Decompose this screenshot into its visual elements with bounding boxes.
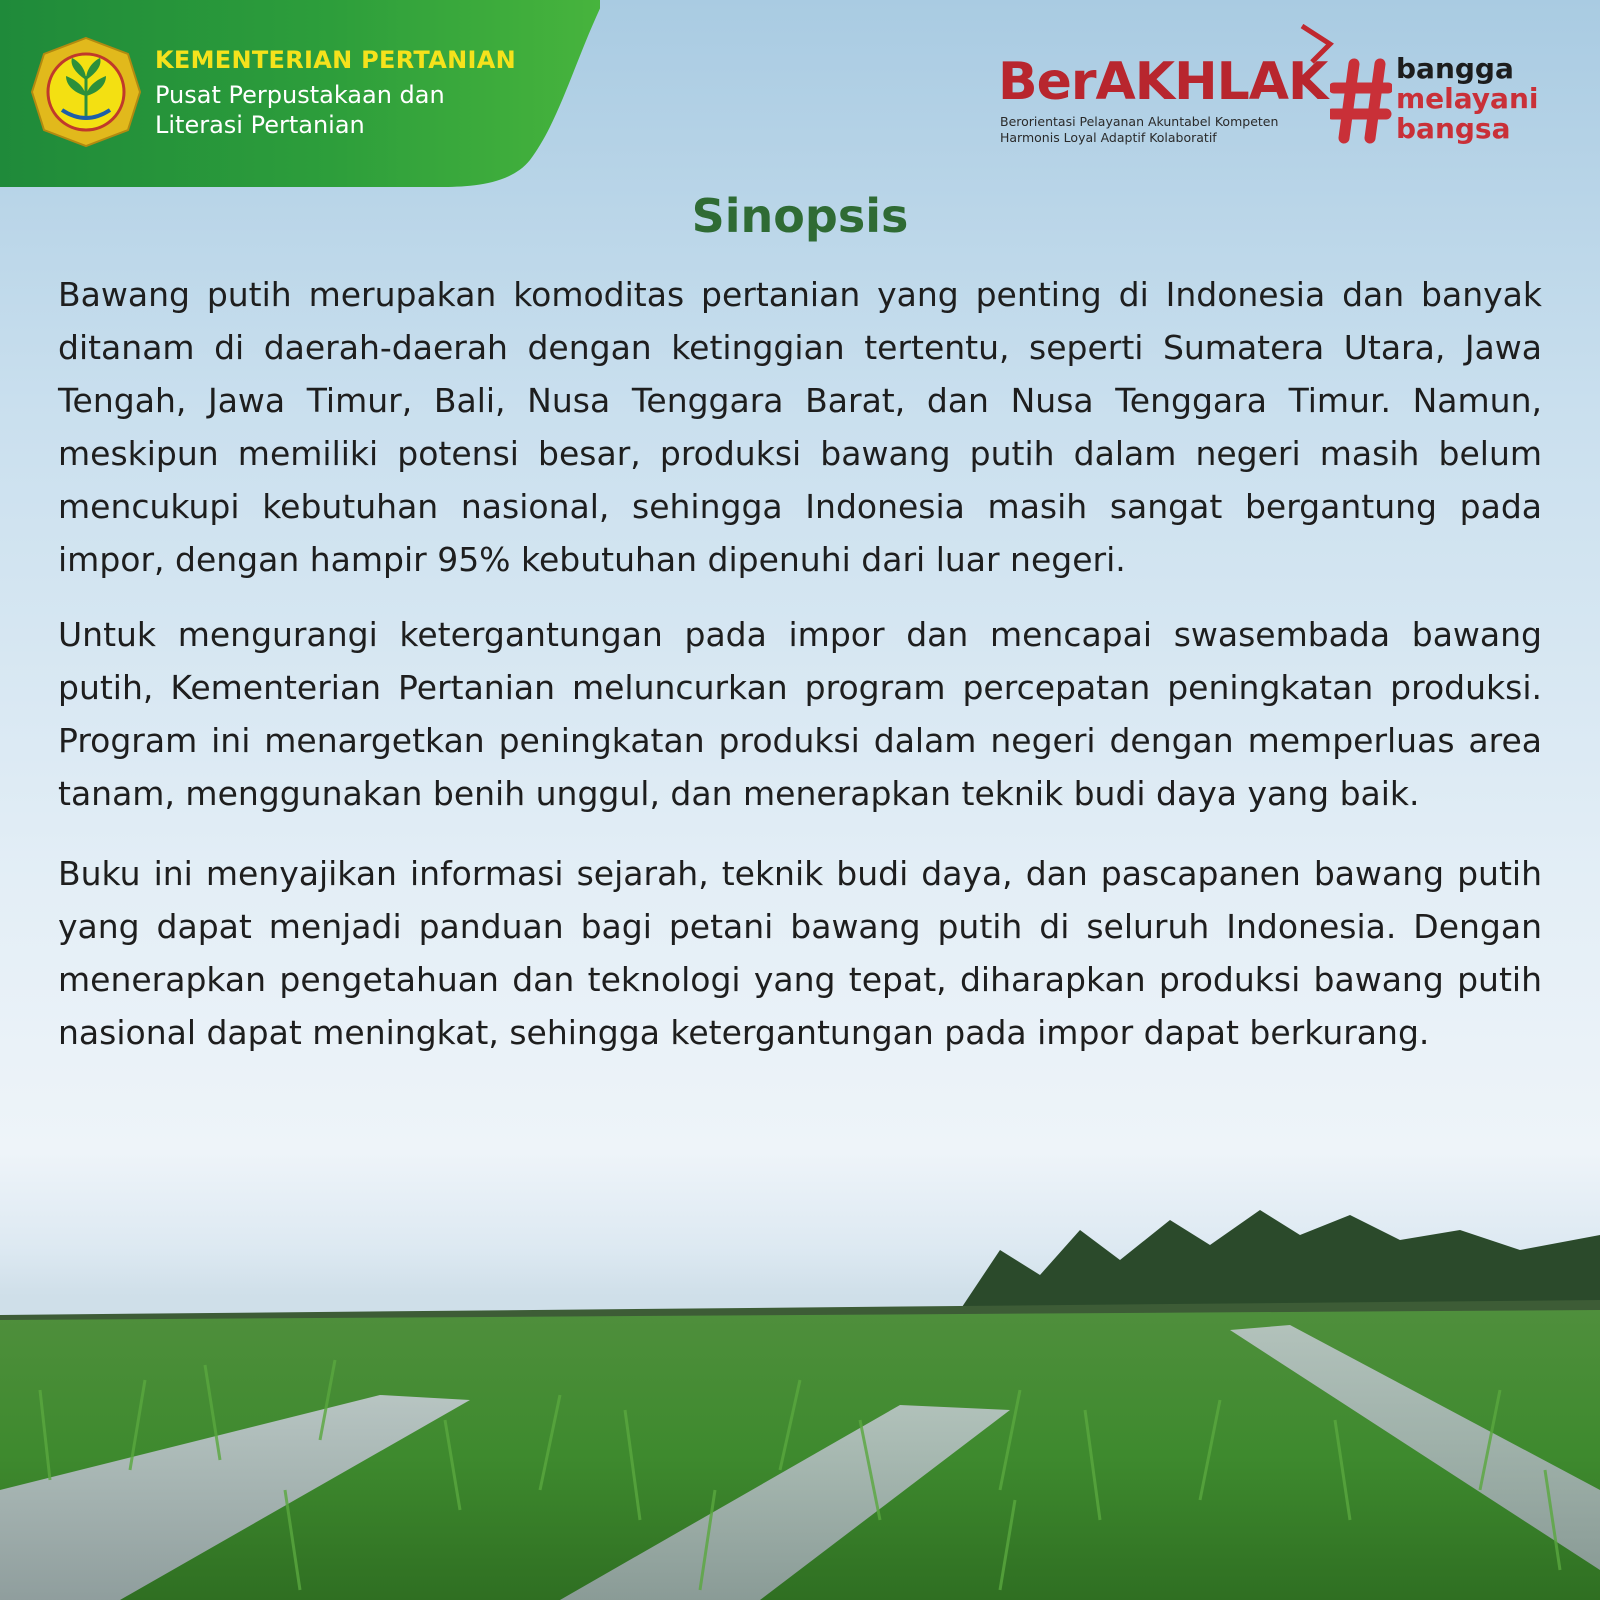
berakhlak-tagline — [1000, 114, 1278, 146]
bangsa-word: bangsa — [1396, 112, 1511, 145]
berakhlak-tagline-line1: Berorientasi Pelayanan Akuntabel Kompeten — [1000, 114, 1279, 129]
hashtag-icon — [1330, 58, 1392, 144]
berakhlak-wordmark: BerAKHLAK — [998, 52, 1328, 112]
melayani-word: melayani — [1396, 82, 1539, 115]
berakhlak-tagline-line2: Harmonis Loyal Adaptif Kolaboratif — [1000, 130, 1217, 145]
bangga-melayani-bangsa-logo — [1330, 54, 1560, 154]
chevron-right-icon — [1298, 24, 1334, 64]
page-title: Sinopsis — [691, 189, 909, 243]
synopsis-paragraph: Untuk mengurangi ketergantungan pada impor dan mencapai swasembada bawang putih, Kementerian Pertanian meluncurkan program percepatan peningkatan produksi. Program ini menargetkan peningkatan produksi dalam negeri dengan memperluas area tanam, menggunakan benih unggul, dan menerapkan teknik budi daya yang baik. — [58, 615, 1542, 813]
unit-name-line2: Literasi Pertanian — [155, 111, 365, 139]
ministry-name: KEMENTERIAN PERTANIAN — [155, 46, 516, 74]
synopsis-paragraph: Bawang putih merupakan komoditas pertanian yang penting di Indonesia dan banyak ditanam di daerah-daerah dengan ketinggian tertentu, seperti Sumatera Utara, Jawa Tengah, Jawa Timur, Bali, Nusa Tenggara Barat, dan Nusa Tenggara Timur. Namun, meskipun memiliki potensi besar, produksi bawang putih dalam negeri masih belum mencukupi kebutuhan nasional, sehingga Indonesia masih sangat bergantung pada impor, dengan hampir 95% kebutuhan dipenuhi dari luar negeri. — [58, 275, 1542, 579]
garlic-field-image — [0, 1190, 1600, 1600]
kementan-emblem-icon — [30, 36, 142, 148]
unit-name-line1: Pusat Perpustakaan dan — [155, 81, 445, 109]
bangga-word: bangga — [1396, 52, 1514, 85]
synopsis-paragraph: Buku ini menyajikan informasi sejarah, teknik budi daya, dan pascapanen bawang putih yang dapat menjadi panduan bagi petani bawang putih di seluruh Indonesia. Dengan menerapkan pengetahuan dan teknologi yang tepat, diharapkan produksi bawang putih nasional dapat meningkat, sehingga ketergantungan pada impor dapat berkurang. — [58, 854, 1542, 1052]
berakhlak-logo — [998, 52, 1328, 152]
unit-name — [155, 80, 445, 140]
synopsis-body — [58, 268, 1542, 1059]
